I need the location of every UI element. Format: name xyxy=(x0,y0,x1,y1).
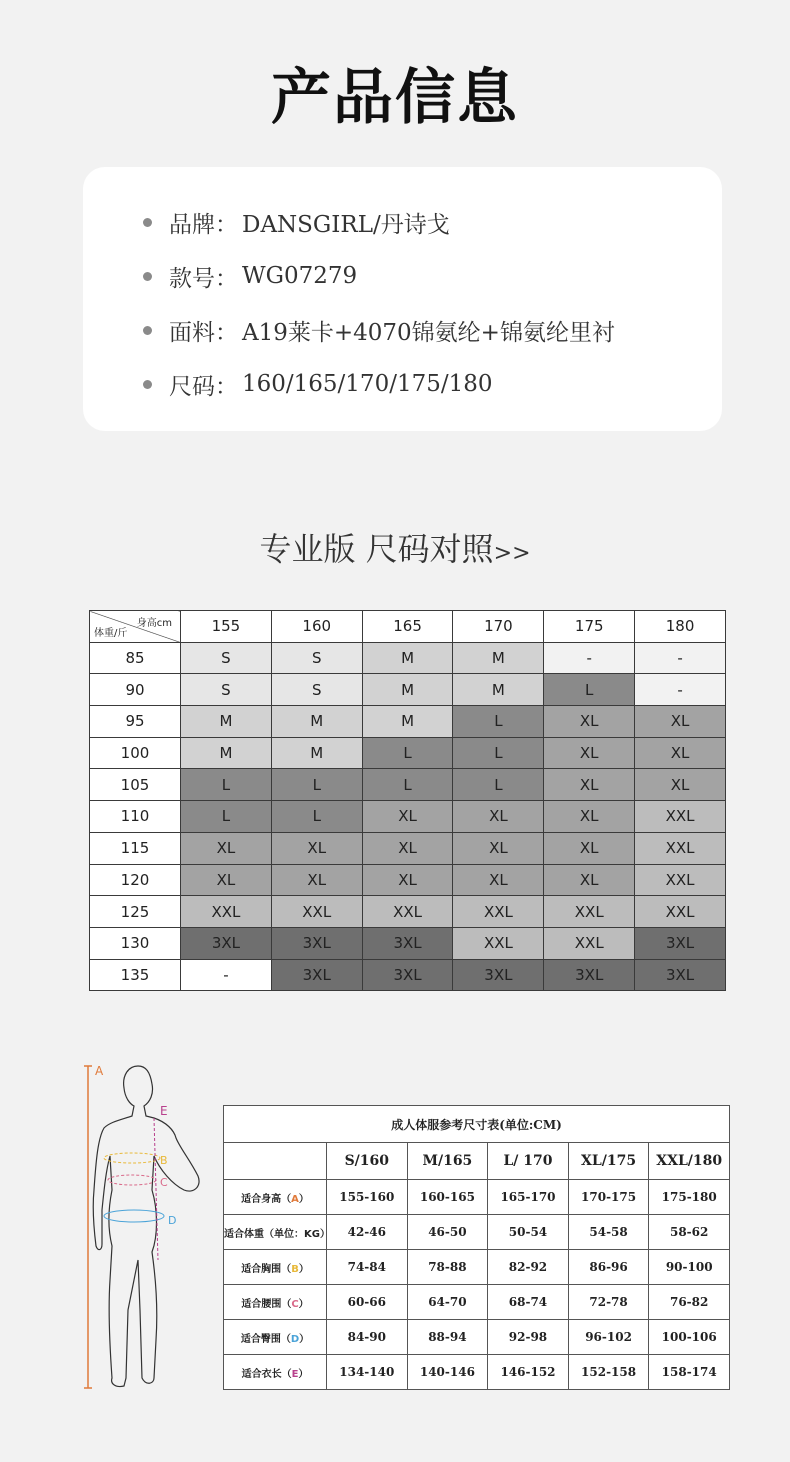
size-chart-corner xyxy=(224,1143,327,1180)
size-cell: XXL xyxy=(453,896,544,928)
measurement-label-tail: ） xyxy=(298,1298,309,1310)
info-value: DANSGIRL/丹诗戈 xyxy=(242,211,450,238)
matrix-header-row xyxy=(90,611,726,643)
measurement-value: 68-74 xyxy=(488,1285,569,1320)
matrix-row xyxy=(90,832,726,864)
measurement-label xyxy=(224,1250,327,1285)
size-cell: XXL xyxy=(635,801,726,833)
size-cell: XL xyxy=(544,706,635,738)
measurement-label xyxy=(224,1180,327,1215)
matrix-row xyxy=(90,674,726,706)
size-cell: XL xyxy=(544,832,635,864)
size-chart-row xyxy=(224,1215,730,1250)
measurement-value: 74-84 xyxy=(327,1250,408,1285)
size-cell: L xyxy=(544,674,635,706)
info-label: 面料： xyxy=(169,319,238,346)
measurement-value: 84-90 xyxy=(327,1320,408,1355)
size-cell: 3XL xyxy=(453,959,544,991)
measurement-mark: E xyxy=(291,1368,299,1380)
measurement-label-text: 适合体重（单位：KG） xyxy=(224,1228,330,1240)
size-cell: XXL xyxy=(635,896,726,928)
size-cell: M xyxy=(271,737,362,769)
size-cell: XL xyxy=(453,801,544,833)
measurement-value: 78-88 xyxy=(407,1250,488,1285)
size-cell: M xyxy=(271,706,362,738)
size-matrix-table xyxy=(89,610,726,991)
size-chart-row xyxy=(224,1250,730,1285)
weight-row-header: 85 xyxy=(90,642,181,674)
height-header: 175 xyxy=(544,611,635,643)
mark-e-label: E xyxy=(160,1104,168,1118)
measurement-value: 86-96 xyxy=(568,1250,649,1285)
waist-ring xyxy=(108,1175,156,1185)
size-cell: M xyxy=(453,674,544,706)
matrix-row xyxy=(90,864,726,896)
size-cell: - xyxy=(181,959,272,991)
size-cell: XXL xyxy=(362,896,453,928)
measurement-value: 175-180 xyxy=(649,1180,730,1215)
weight-row-header: 105 xyxy=(90,769,181,801)
info-item-style-no xyxy=(143,249,722,303)
measurement-label xyxy=(224,1320,327,1355)
size-header: S/160 xyxy=(327,1143,408,1180)
measurement-value: 155-160 xyxy=(327,1180,408,1215)
size-cell: XXL xyxy=(271,896,362,928)
size-chart-row xyxy=(224,1180,730,1215)
measurement-value: 90-100 xyxy=(649,1250,730,1285)
size-cell: L xyxy=(453,737,544,769)
measurement-label-tail: ） xyxy=(298,1193,309,1205)
size-cell: XL xyxy=(362,832,453,864)
measurement-mark: A xyxy=(291,1193,299,1205)
measurement-value: 46-50 xyxy=(407,1215,488,1250)
info-value: 160/165/170/175/180 xyxy=(242,371,493,397)
size-cell: XL xyxy=(544,769,635,801)
weight-row-header: 110 xyxy=(90,801,181,833)
measurement-value: 50-54 xyxy=(488,1215,569,1250)
size-cell: M xyxy=(362,674,453,706)
section-title xyxy=(0,524,790,570)
measurement-label-text: 适合衣长（ xyxy=(241,1368,292,1380)
size-cell: - xyxy=(635,674,726,706)
measurement-value: 54-58 xyxy=(568,1215,649,1250)
measurement-label-tail: ） xyxy=(298,1368,309,1380)
info-item-brand xyxy=(143,195,722,249)
size-chart-row xyxy=(224,1285,730,1320)
length-line xyxy=(154,1118,158,1260)
info-label: 尺码： xyxy=(169,373,238,400)
measurement-mark: C xyxy=(291,1298,299,1310)
measurement-value: 60-66 xyxy=(327,1285,408,1320)
size-cell: L xyxy=(181,769,272,801)
size-cell: S xyxy=(181,674,272,706)
size-cell: XL xyxy=(544,801,635,833)
measurement-value: 92-98 xyxy=(488,1320,569,1355)
hip-ring xyxy=(104,1210,164,1222)
size-cell: XXL xyxy=(635,864,726,896)
weight-row-header: 130 xyxy=(90,927,181,959)
size-cell: - xyxy=(635,642,726,674)
matrix-row xyxy=(90,896,726,928)
size-cell: XL xyxy=(362,864,453,896)
bullet-icon xyxy=(143,218,152,227)
chest-ring xyxy=(104,1153,160,1163)
measurement-value: 100-106 xyxy=(649,1320,730,1355)
matrix-row xyxy=(90,959,726,991)
size-header: XXL/180 xyxy=(649,1143,730,1180)
measurement-label-tail: ） xyxy=(299,1333,310,1345)
measurement-mark: B xyxy=(291,1263,299,1275)
size-cell: M xyxy=(453,642,544,674)
size-cell: XL xyxy=(635,769,726,801)
size-cell: S xyxy=(271,674,362,706)
size-cell: S xyxy=(181,642,272,674)
weight-row-header: 135 xyxy=(90,959,181,991)
measurement-label-text: 适合胸围（ xyxy=(241,1263,292,1275)
size-cell: L xyxy=(362,769,453,801)
size-cell: 3XL xyxy=(635,927,726,959)
size-cell: L xyxy=(271,769,362,801)
measurement-label xyxy=(224,1355,327,1390)
size-chart-header-row xyxy=(224,1143,730,1180)
measurement-value: 88-94 xyxy=(407,1320,488,1355)
bullet-icon xyxy=(143,326,152,335)
measurement-label-text: 适合身高（ xyxy=(241,1193,292,1205)
weight-row-header: 100 xyxy=(90,737,181,769)
bullet-icon xyxy=(143,272,152,281)
height-header: 180 xyxy=(635,611,726,643)
product-info-card xyxy=(83,167,722,431)
size-cell: XL xyxy=(362,801,453,833)
size-cell: XXL xyxy=(635,832,726,864)
size-cell: 3XL xyxy=(635,959,726,991)
matrix-row xyxy=(90,801,726,833)
body-outline xyxy=(93,1066,199,1387)
size-chart-row xyxy=(224,1320,730,1355)
measurement-label xyxy=(224,1215,330,1250)
measurement-value: 152-158 xyxy=(568,1355,649,1390)
info-label: 款号： xyxy=(169,265,238,292)
product-info-list xyxy=(83,167,722,411)
size-cell: L xyxy=(271,801,362,833)
size-cell: 3XL xyxy=(362,927,453,959)
size-cell: XL xyxy=(544,737,635,769)
size-cell: XXL xyxy=(181,896,272,928)
measurement-value: 160-165 xyxy=(407,1180,488,1215)
size-cell: 3XL xyxy=(544,959,635,991)
matrix-row xyxy=(90,927,726,959)
size-cell: - xyxy=(544,642,635,674)
measurement-mark: D xyxy=(290,1333,300,1345)
size-cell: L xyxy=(453,769,544,801)
height-axis-label: 身高cm xyxy=(136,618,172,629)
measurement-value: 42-46 xyxy=(327,1215,408,1250)
size-header: XL/175 xyxy=(568,1143,649,1180)
measurement-value: 96-102 xyxy=(568,1320,649,1355)
measurement-value: 140-146 xyxy=(407,1355,488,1390)
height-header: 160 xyxy=(271,611,362,643)
adult-size-chart xyxy=(223,1105,730,1390)
mark-d-label: D xyxy=(168,1214,177,1227)
size-cell: L xyxy=(181,801,272,833)
height-header: 165 xyxy=(362,611,453,643)
measurement-value: 72-78 xyxy=(568,1285,649,1320)
measurement-value: 146-152 xyxy=(488,1355,569,1390)
info-value: A19莱卡+4070锦氨纶+锦氨纶里衬 xyxy=(242,319,615,346)
size-cell: XL xyxy=(544,864,635,896)
measurement-label xyxy=(224,1285,327,1320)
mark-b-label: B xyxy=(160,1154,168,1167)
measurement-label-text: 适合腰围（ xyxy=(241,1298,292,1310)
measurement-value: 58-62 xyxy=(649,1215,730,1250)
size-cell: M xyxy=(181,706,272,738)
mark-a-label: A xyxy=(95,1064,104,1078)
measurement-value: 64-70 xyxy=(407,1285,488,1320)
weight-axis-label: 体重/斤 xyxy=(94,627,128,639)
size-cell: L xyxy=(453,706,544,738)
size-cell: 3XL xyxy=(271,959,362,991)
mark-c-label: C xyxy=(160,1176,168,1189)
size-cell: 3XL xyxy=(271,927,362,959)
page-title: 产品信息 xyxy=(271,63,519,133)
matrix-row xyxy=(90,737,726,769)
body-measurement-figure xyxy=(80,1060,220,1400)
info-item-sizes xyxy=(143,357,722,411)
weight-row-header: 95 xyxy=(90,706,181,738)
weight-row-header: 90 xyxy=(90,674,181,706)
size-cell: 3XL xyxy=(362,959,453,991)
size-cell: XXL xyxy=(544,927,635,959)
size-chart-row xyxy=(224,1355,730,1390)
info-label: 品牌： xyxy=(169,211,238,238)
info-value: WG07279 xyxy=(242,263,358,289)
measurement-value: 134-140 xyxy=(327,1355,408,1390)
height-header: 170 xyxy=(453,611,544,643)
weight-row-header: 125 xyxy=(90,896,181,928)
size-cell: XL xyxy=(635,706,726,738)
matrix-row xyxy=(90,706,726,738)
double-chevron-icon: >> xyxy=(493,541,531,566)
weight-row-header: 115 xyxy=(90,832,181,864)
size-chart-body xyxy=(224,1180,730,1390)
matrix-body xyxy=(90,642,726,991)
height-header: 155 xyxy=(181,611,272,643)
size-cell: XL xyxy=(635,737,726,769)
size-cell: 3XL xyxy=(181,927,272,959)
weight-row-header: 120 xyxy=(90,864,181,896)
size-cell: XXL xyxy=(544,896,635,928)
size-header: M/165 xyxy=(407,1143,488,1180)
measurement-value: 165-170 xyxy=(488,1180,569,1215)
info-item-fabric xyxy=(143,303,722,357)
size-cell: XL xyxy=(453,864,544,896)
size-cell: M xyxy=(362,706,453,738)
matrix-row xyxy=(90,769,726,801)
size-cell: XL xyxy=(181,832,272,864)
size-header: L/ 170 xyxy=(488,1143,569,1180)
measurement-label-tail: ） xyxy=(298,1263,309,1275)
matrix-row xyxy=(90,642,726,674)
size-cell: XL xyxy=(271,832,362,864)
size-cell: XXL xyxy=(453,927,544,959)
section-title-text: 专业版 尺码对照 xyxy=(259,530,494,568)
measurement-value: 76-82 xyxy=(649,1285,730,1320)
measurement-value: 82-92 xyxy=(488,1250,569,1285)
size-cell: M xyxy=(362,642,453,674)
size-cell: XL xyxy=(453,832,544,864)
size-cell: XL xyxy=(271,864,362,896)
size-cell: S xyxy=(271,642,362,674)
bullet-icon xyxy=(143,380,152,389)
size-cell: XL xyxy=(181,864,272,896)
measurement-value: 170-175 xyxy=(568,1180,649,1215)
matrix-corner-cell xyxy=(90,611,181,643)
measurement-value: 158-174 xyxy=(649,1355,730,1390)
size-chart-caption: 成人体服参考尺寸表(单位:CM) xyxy=(224,1106,730,1143)
size-cell: M xyxy=(181,737,272,769)
measurement-label-text: 适合臀围（ xyxy=(240,1333,291,1345)
size-cell: L xyxy=(362,737,453,769)
